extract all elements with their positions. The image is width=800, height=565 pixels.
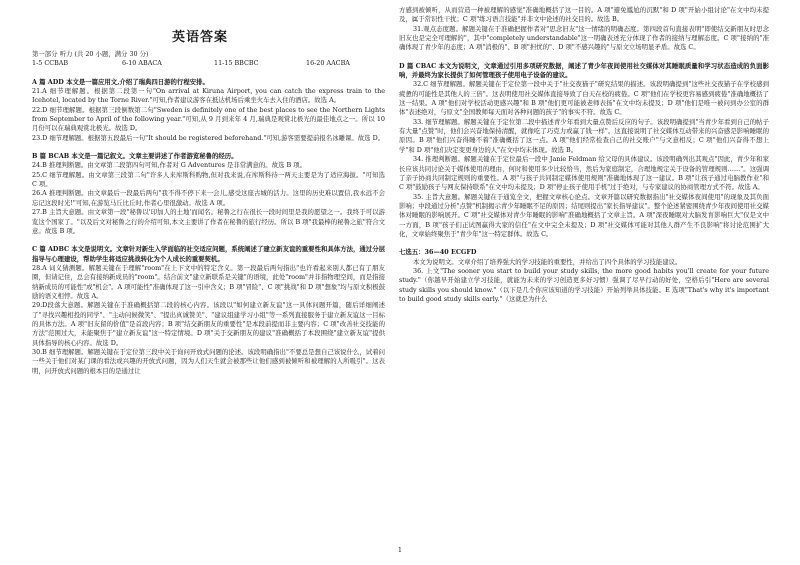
answer-explanation: 29.D段落大意题。解题关键在于准确概括第二段的核心内容。该段以"如何建立新友谊"这一具体问题开篇，随后详细阐述了"寻找兴趣相投的同学"、"主动问候微笑"、"提出真诚赞美"、"建议组建学习小组"等一系列直接服务于建立新友谊这一目标的具体方法。A 项"旧友留的价值"是首段内容；B 项"结交新朋友的重要性"是本段前提而非主要内容；C 项"改善社交技能的方法"范围过大，未能聚焦于"建立新友谊"这一特定情境。D 项"关于交新朋友的建议"准确概括了本段围绕"建立新友谊"提供具体指导的核心内容。故选 D。 xyxy=(32,301,385,347)
part1-heading: 第一部分 听力 (共 20 小题，满分 30 分) xyxy=(32,50,149,58)
passage-d-heading: D 篇 CBAC 本文为说明文，文章通过引用多项研究数据，阐述了青少年夜间使用社交媒体对其睡眠质量和学习状态造成的负面影响，并最终为家长提供了如何管理孩子使用电子设备的建议。 xyxy=(399,61,769,80)
answer-explanation: 23.D 细节理解题。根据第五段最后一句"It should be registered beforehand."可知,游客需要提前报名冰雕课。故选 D。 xyxy=(32,133,385,142)
answer-explanation: 30.B 细节理解题。解题关键在于定位第三段中关于询问开放式问题的论述。该段明确指出"不要总是想自己该说什么，试着问一些关于他们对某门课的看法或兴趣的开放式问题，因为人们天生就会被那些让他们感到被倾听和被理解的人所吸引"。这表明，问开放式问题的根本目的是通过让 xyxy=(32,347,385,375)
answer-explanation: 33. 细节理解题。解题关键在于定位第二段中描述青少年看到大量点赞后反应的句子。该段明确提到"当青少年看到自己的帖子有大量"点赞"时，他们会兴奋地保持清醒，就像吃了巧克力或赢了钱一样"。这直接说明了社交媒体互动带来的兴奋感是影响睡眠的原因。B 项"他们兴奋得睡不着"准确概括了这一点。A 项"他们经常检查自己的社交账户"与文意相反；C 项"他们兴奋得不想上学"和 D 项"他们决定变更身边的人"在文中均未体现。故选 B。 xyxy=(399,117,769,154)
answer-group: 16-20 AACBA xyxy=(306,59,350,68)
seven-choose-five-heading: 七选五：36—40 ECGFD xyxy=(399,248,477,257)
passage-b-heading: B 篇 BCAB 本文是一篇记叙文。文章主要讲述了作者游览秘鲁的经历。 xyxy=(32,152,238,161)
passage-c-heading: C 篇 ADBC 本文是说明文。文章针对新生入学面临的社交适应问题，系统阐述了建立新友谊的重要性和具体方法，通过分层指导与心理建设，帮助学生将适应挑战转化为个人成长的重要契机。 xyxy=(32,245,385,263)
answer-explanation: 方感到被倾听，从而营造一种被理解的感觉"准确地概括了这一目的。A 项"避免尴尬的沉默"和 D 项"开始小组讨论"在文中均未提及，属于常识性干扰；C 项"练习语言技能"并非文中论述的社交目的。故选 B。 xyxy=(399,6,769,24)
answer-explanation: 27.B 主旨大意题。由文章第一段"秘鲁以'印加人的土地'而闻名。秘鲁之行在很长一段时间里是我的愿望之一。我终于可以游览这个国家了。"以及后文对秘鲁之行的介绍可知,本文主要讲了作者在秘鲁的旅行经历。所以 B 项"我最棒的秘鲁之旅"符合文意。故选 B 项。 xyxy=(32,208,385,235)
answer-explanation: 25.C 细节理解题。由文章第三段第二句"许多人来库斯科购物,但对我来说,在库斯科待一两天主要是为了适应海拔。"可知选 C 项。 xyxy=(32,170,385,189)
answer-explanation: 21.A 细节理解题。根据第二段第一句"On arrival at Kiruna Airport, you can catch the express train to the Icehotel, located by the Torne River."可知,作者建议游客在抵达机场后乘坐火车去入住的酒店。故选 A。 xyxy=(32,87,385,105)
answer-explanation: 32.C 细节理解题。解题关键在于定位第一段中关于"社交夜猫子"研究结果的描述。该段明确提到"这些社交夜猫子在学校感到疲惫的可能性是其他人的三倍"。这表明使用社交媒体直接导致了白天在校的疲倦。C 项"他们在学校更容易感到疲倦"准确地概括了这一结果。A 项"他们对学校活动更感兴趣"和 B 项"他们更可能被老师表扬"在文中均未提及；D 项"他们是唯一被问到办公室的群体"表述绝对，与原文"全国教师每天面对各种问题的孩子"的事实不符。故选 C。 xyxy=(399,80,769,117)
answer-explanation: 36. 上文"The sooner you start to build your study skills, the more good habits you'll create for your future study."（你越早开始建立学习技能，就能为未来的学习创造更多好习惯）强调了尽早行动的好处，空格后引"Here are several study skills you should know."（以下是几个你应该知道的学习技能）开始列举具体技能。E 选项"That's why it's important to build good study skills early."（这就是为什么 xyxy=(399,266,769,303)
answer-explanation: 34. 推理判断题。解题关键在于定位最后一段中 Janie Feldman 给父母的具体建议。该段明确列出其观点"因此，青少年和家长应该共同讨论关于媒体使用的理由，何时和使用多少比较恰当，然后为家庭制定，合理地规定关于设备的管理规则……"。这强调了亲子协商共同制定规则的重要性。A 项"与孩子共同制定媒体使用规则"准确地体现了这一建议。B 项"让孩子通过电脑教作业"和 C 项"鼓励孩子与网友保持联系"在文中均未提及；D 项"停止孩子使用手机"过于绝对，与专家建议的协商管理方式不符。故选 A。 xyxy=(399,155,769,192)
answer-explanation: 31.观点态度题。解题关键在于准确把握作者对"思念旧友"这一情绪的明确态度。第四段首句直接表明"即使结交新朋友时思念旧友也是完全可理解的"，其中"completely understandable"这一明确表述充分体现了作者的接纳与理解态度。C 项"接纳的"准确体现了青少年的态度；A 项"消极的"、B 项"担忧的"、D 项"不感兴趣的"与原文立场明显矛盾。故选 C。 xyxy=(399,24,769,52)
answer-explanation: 24.B 推理判断题。由文章第二段第四句可知,作者对 G Adventures 是非常满意的。故选 B 项。 xyxy=(32,161,307,170)
answer-explanation: 28.A 词义猜测题。解题关键在于理解"room"在上下文中的特定含义。第一段最后两句指出"也许看起来别人都已有了朋友圈，但请记住，总会有接纳新成员的"room"。结合前文"建立新联系是关键"的语境，此处"room"并非指物理空间，而是指接纳新成员的可能性"或"机会"。A 项可能性"准确体现了这一引申含义；B 项"冒险"、C 项"挑战"和 D 项"想象"均与原文积极鼓励的语义相悖。故选 A。 xyxy=(32,263,385,300)
left-column xyxy=(32,30,385,376)
answer-explanation: 26.A 推理判断题。由文章最后一段最后两句"我不得不停下来一会儿,感受这座古城的活力。这里的历史难以置信,我永远不会忘记这段时光!"可知,在游览马丘比丘时,作者心里很激动。故选 A 项。 xyxy=(32,189,385,207)
passage-a-heading: A 篇 ADD 本文是一篇应用文,介绍了瑞典四日游的行程安排。 xyxy=(32,77,209,86)
listening-answers xyxy=(32,59,385,68)
answer-group: 1-5 CCBAB xyxy=(32,59,69,68)
right-column xyxy=(399,6,769,304)
answer-group: 6-10 ABACA xyxy=(122,59,162,68)
answer-group: 11-15 BBCBC xyxy=(214,59,259,68)
page-title: 英语答案 xyxy=(171,30,228,45)
page-number: 1 xyxy=(397,546,403,554)
answer-explanation: 35. 主旨大意题。解题关键在于通览全文，把握文章核心论点。文章开篇以研究数据指出"社交媒体夜间使用"的现象及其负面影响；中段通过分析"点赞"机制揭示青少年睡眠不足的原因；结尾则提出"家长指导建议"。整个论述紧密围绕青少年夜间使用社交媒体对睡眠的影响展开。C 项"社交媒体对青少年睡眠的影响"准确地概括了文章主旨。A 项"深夜睡眠对大脑发育影响巨大"仅是文中一方面，B 项"孩子们正试图赢得大家的信任"在文中完全未提及；D 项"社交媒体可能对其他人群产生不良影响"将讨论范围扩大化，文章始终聚焦于"青少年"这一特定群体。故选 C。 xyxy=(399,192,769,238)
answer-explanation: 本文为说明文。文章介绍了培养强大的学习技能的重要性，并给出了四个具体的学习技能建议。 xyxy=(413,257,682,266)
answer-explanation: 22.D 细节理解题。根据第三段倒数第二句"Sweden is definitely one of the best places to see the Northern Lights from September to April of the following year."可知,从 9 月到来年 4 月,瑞典是观赏北极光的最佳地点之一。所以 10 月份可以在瑞典观赏北极光。故选 D。 xyxy=(32,105,385,133)
